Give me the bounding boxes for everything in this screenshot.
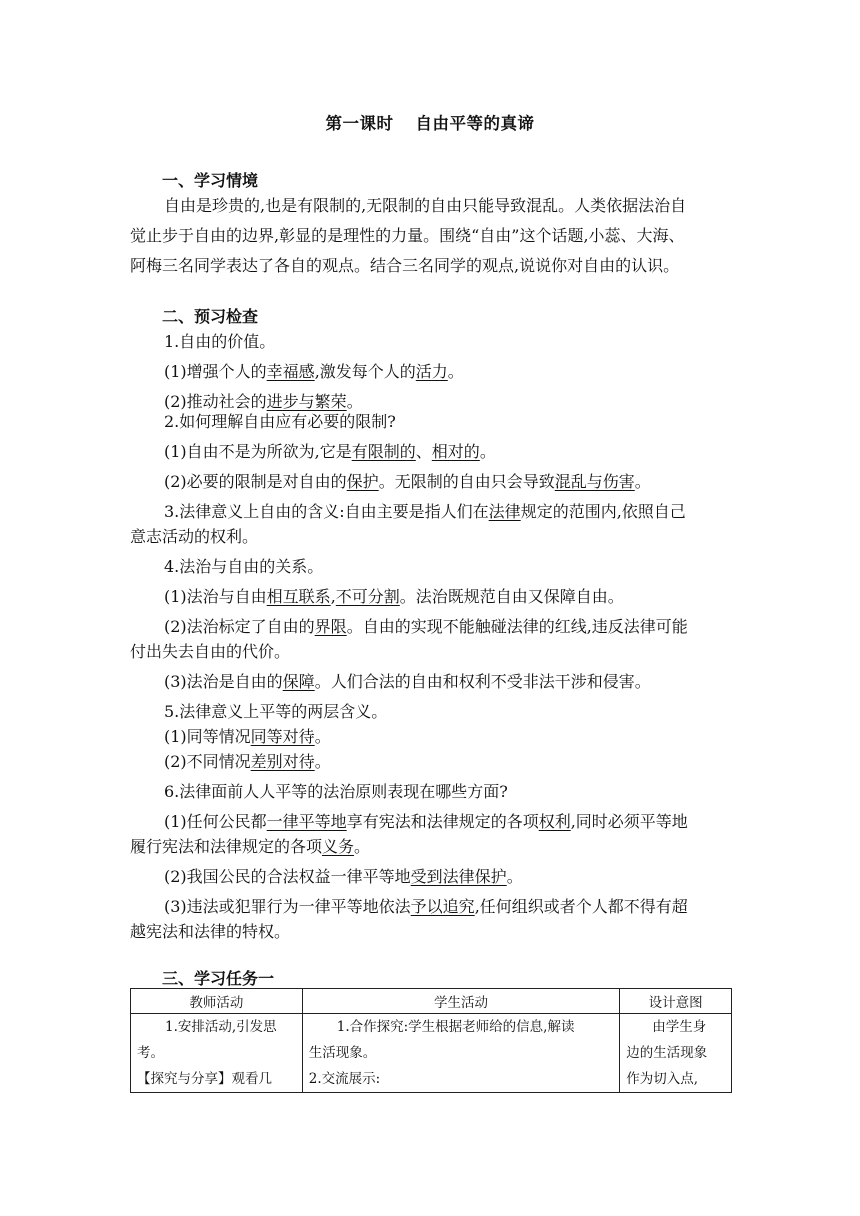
table-header: 学生活动 <box>302 989 619 1014</box>
answer-line: (1)增强个人的幸福感,激发每个人的活力。 <box>164 362 464 381</box>
cell-line: 由学生身 <box>652 1019 707 1035</box>
answer-line: (2)不同情况差别对待。 <box>164 752 331 771</box>
table-cell-teacher <box>131 1014 303 1093</box>
question-4: 4.法治与自由的关系。 <box>164 557 324 576</box>
cell-line: 2.交流展示: <box>308 1071 381 1087</box>
table-cell-student <box>302 1014 619 1093</box>
title-lesson: 第一课时 <box>325 114 394 133</box>
table-row <box>131 1014 732 1093</box>
answer-line: 履行宪法和法律规定的各项义务。 <box>130 837 371 856</box>
answer-line: (2)推动社会的进步与繁荣。 <box>164 392 363 411</box>
page-title <box>0 110 860 134</box>
section-heading-3: 三、学习任务一 <box>162 969 275 988</box>
question-3: 3.法律意义上自由的含义:自由主要是指人们在法律规定的范围内,依照自己 <box>164 502 686 521</box>
question-5: 5.法律意义上平等的两层含义。 <box>164 702 388 721</box>
table-cell-intent <box>620 1014 732 1093</box>
question-1: 1.自由的价值。 <box>164 332 276 351</box>
paragraph-line: 觉止步于自由的边界,彰显的是理性的力量。围绕“自由”这个话题,小蕊、大海、 <box>130 226 685 245</box>
task-table <box>130 988 732 1093</box>
answer-line: 付出失去自由的代价。 <box>130 642 291 661</box>
answer-line: (2)法治标定了自由的界限。自由的实现不能触碰法律的红线,违反法律可能 <box>164 617 688 636</box>
cell-line: 考。 <box>137 1045 164 1061</box>
answer-line: (1)同等情况同等对待。 <box>164 727 331 746</box>
paragraph-line: 自由是珍贵的,也是有限制的,无限制的自由只能导致混乱。人类依据法治自 <box>164 196 687 215</box>
answer-line: (3)法治是自由的保障。人们合法的自由和权利不受非法干涉和侵害。 <box>164 672 651 691</box>
cell-line: 1.合作探究:学生根据老师给的信息,解读 <box>336 1019 575 1035</box>
answer-line: 意志活动的权利。 <box>130 527 259 546</box>
question-2: 2.如何理解自由应有必要的限制? <box>164 412 396 431</box>
question-6: 6.法律面前人人平等的法治原则表现在哪些方面? <box>164 782 508 801</box>
table-header-row <box>131 989 732 1014</box>
section-heading-2: 二、预习检查 <box>162 307 259 326</box>
answer-line: (2)我国公民的合法权益一律平等地受到法律保护。 <box>164 867 523 886</box>
answer-line: (1)法治与自由相互联系,不可分割。法治既规范自由又保障自由。 <box>164 587 624 606</box>
cell-line: 1.安排活动,引发思 <box>165 1019 277 1035</box>
cell-line: 边的生活现象 <box>626 1045 708 1061</box>
answer-line: (2)必要的限制是对自由的保护。无限制的自由只会导致混乱与伤害。 <box>164 472 651 491</box>
paragraph-line: 阿梅三名同学表达了各自的观点。结合三名同学的观点,说说你对自由的认识。 <box>130 256 680 275</box>
title-topic: 自由平等的真谛 <box>415 114 535 133</box>
answer-line: (1)自由不是为所欲为,它是有限制的、相对的。 <box>164 442 496 461</box>
cell-line: 【探究与分享】观看几 <box>137 1071 272 1087</box>
cell-line: 生活现象。 <box>308 1045 377 1061</box>
answer-line: 越宪法和法律的特权。 <box>130 922 291 941</box>
cell-line: 作为切入点, <box>626 1071 699 1087</box>
answer-line: (1)任何公民都一律平等地享有宪法和法律规定的各项权利,同时必须平等地 <box>164 812 688 831</box>
answer-line: (3)违法或犯罪行为一律平等地依法予以追究,任何组织或者个人都不得有超 <box>164 897 688 916</box>
table-header: 设计意图 <box>620 989 732 1014</box>
table-header: 教师活动 <box>131 989 303 1014</box>
section-heading-1: 一、学习情境 <box>162 171 259 190</box>
